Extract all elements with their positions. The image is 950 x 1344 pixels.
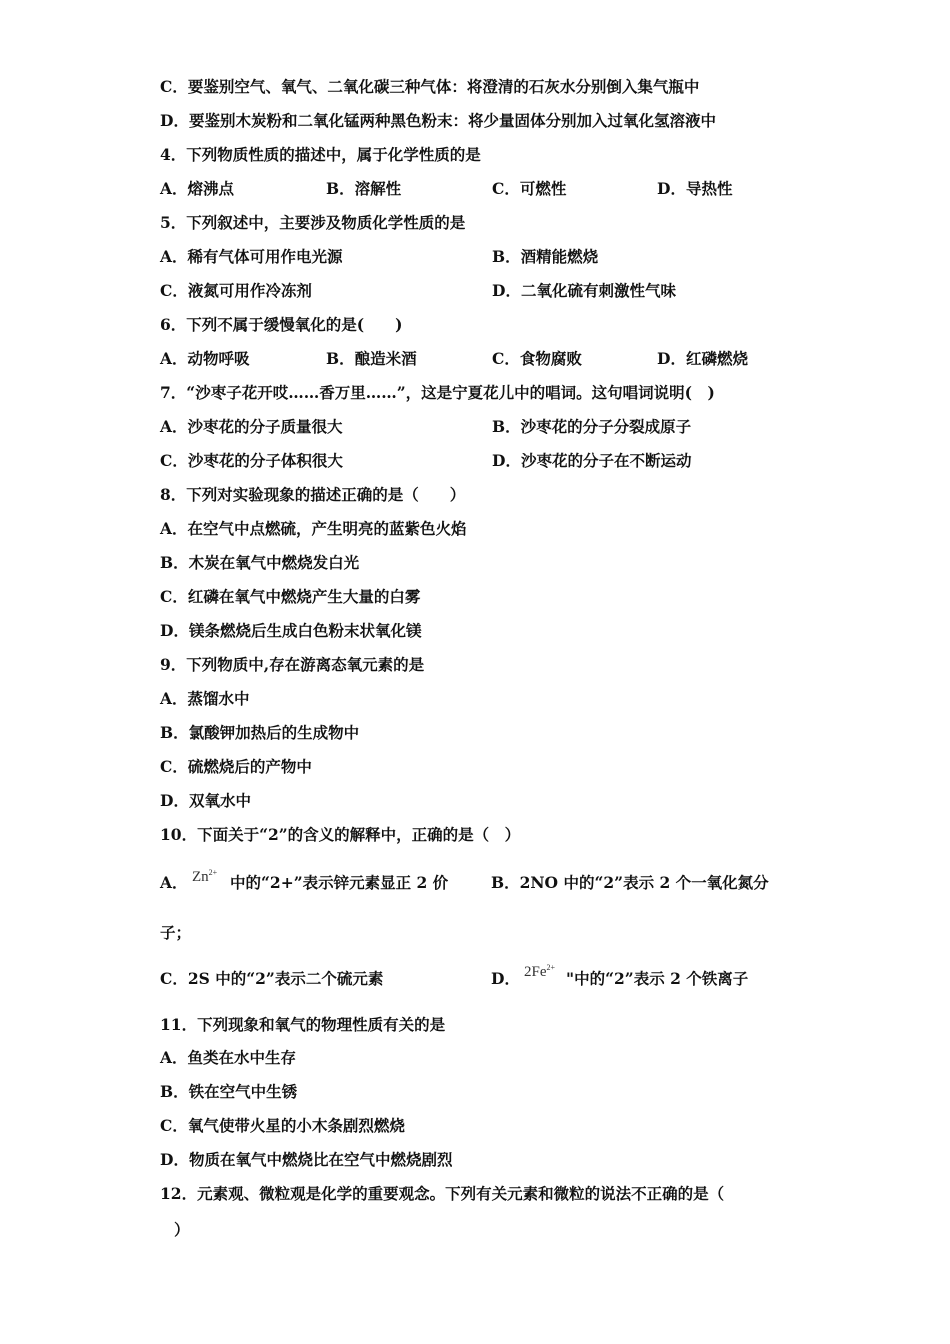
q10-zn-formula [192, 863, 217, 887]
q11-option-b: B．铁在空气中生锈 [160, 1082, 298, 1101]
q8-stem: 8．下列对实验现象的描述正确的是（ ） [160, 485, 466, 504]
q4-stem: 4．下列物质性质的描述中，属于化学性质的是 [160, 145, 481, 164]
q4-option-b: B．溶解性 [326, 179, 402, 198]
q6-option-c: C．食物腐败 [492, 349, 582, 368]
q10-zn-charge: 2+ [208, 868, 218, 877]
q10-stem: 10．下面关于“2”的含义的解释中，正确的是（ ） [160, 825, 521, 844]
q9-stem: 9．下列物质中,存在游离态氧元素的是 [160, 655, 425, 674]
q10-fe-charge: 2+ [546, 963, 556, 972]
q7-option-b: B．沙枣花的分子分裂成原子 [492, 417, 692, 436]
q9-option-b: B．氯酸钾加热后的生成物中 [160, 723, 360, 742]
q10-option-b: B．2NO 中的“2”表示 2 个一氧化氮分 [491, 873, 769, 892]
q4-option-c: C．可燃性 [492, 179, 567, 198]
q10-zn-base: Zn [192, 869, 209, 885]
q11-option-d: D．物质在氧气中燃烧比在空气中燃烧剧烈 [160, 1150, 453, 1169]
q12-stem: 12．元素观、微粒观是化学的重要观念。下列有关元素和微粒的说法不正确的是（ [160, 1184, 725, 1203]
q7-option-a: A．沙枣花的分子质量很大 [160, 417, 343, 436]
q10-fe-base: 2Fe [524, 964, 547, 980]
q10-option-a-label: A． [160, 873, 188, 892]
q4-option-d: D．导热性 [657, 179, 733, 198]
q11-option-a: A．鱼类在水中生存 [160, 1048, 297, 1067]
q10-option-c: C．2S 中的“2”表示二个硫元素 [160, 969, 384, 988]
q5-option-a: A．稀有气体可用作电光源 [160, 247, 343, 266]
q6-stem: 6．下列不属于缓慢氧化的是( ) [160, 315, 403, 334]
q8-option-d: D．镁条燃烧后生成白色粉末状氧化镁 [160, 621, 422, 640]
q10-option-a-text: 中的“2+”表示锌元素显正 2 价 [230, 873, 449, 892]
q7-option-c: C．沙枣花的分子体积很大 [160, 451, 343, 470]
q5-option-c: C．液氮可用作冷冻剂 [160, 281, 312, 300]
q10-option-d-text: "中的“2”表示 2 个铁离子 [566, 969, 749, 988]
q7-stem: 7．“沙枣子花开哎……香万里……”，这是宁夏花儿中的唱词。这句唱词说明( ) [160, 383, 715, 402]
q10-option-b-continued: 子； [160, 923, 192, 942]
q5-option-d: D．二氧化硫有刺激性气味 [492, 281, 676, 300]
q6-option-b: B．酿造米酒 [326, 349, 417, 368]
q9-option-c: C．硫燃烧后的产物中 [160, 757, 312, 776]
q10-fe-formula [524, 958, 555, 982]
q9-option-d: D．双氧水中 [160, 791, 251, 810]
q7-option-d: D．沙枣花的分子在不断运动 [492, 451, 692, 470]
q10-option-d-label: D． [491, 969, 520, 988]
q12-stem-continued: ） [174, 1220, 190, 1239]
q8-option-a: A．在空气中点燃硫，产生明亮的蓝紫色火焰 [160, 519, 467, 538]
q3-option-d: D．要鉴别木炭粉和二氧化锰两种黑色粉末：将少量固体分别加入过氧化氢溶液中 [160, 111, 716, 130]
q5-stem: 5．下列叙述中，主要涉及物质化学性质的是 [160, 213, 466, 232]
q6-option-d: D．红磷燃烧 [657, 349, 748, 368]
q8-option-c: C．红磷在氧气中燃烧产生大量的白雾 [160, 587, 421, 606]
q11-stem: 11．下列现象和氧气的物理性质有关的是 [160, 1015, 446, 1034]
q4-option-a: A．熔沸点 [160, 179, 235, 198]
q3-option-c: C．要鉴别空气、氧气、二氧化碳三种气体：将澄清的石灰水分别倒入集气瓶中 [160, 77, 700, 96]
q9-option-a: A．蒸馏水中 [160, 689, 250, 708]
q5-option-b: B．酒精能燃烧 [492, 247, 599, 266]
q11-option-c: C．氧气使带火星的小木条剧烈燃烧 [160, 1116, 405, 1135]
q6-option-a: A．动物呼吸 [160, 349, 250, 368]
q8-option-b: B．木炭在氧气中燃烧发白光 [160, 553, 360, 572]
